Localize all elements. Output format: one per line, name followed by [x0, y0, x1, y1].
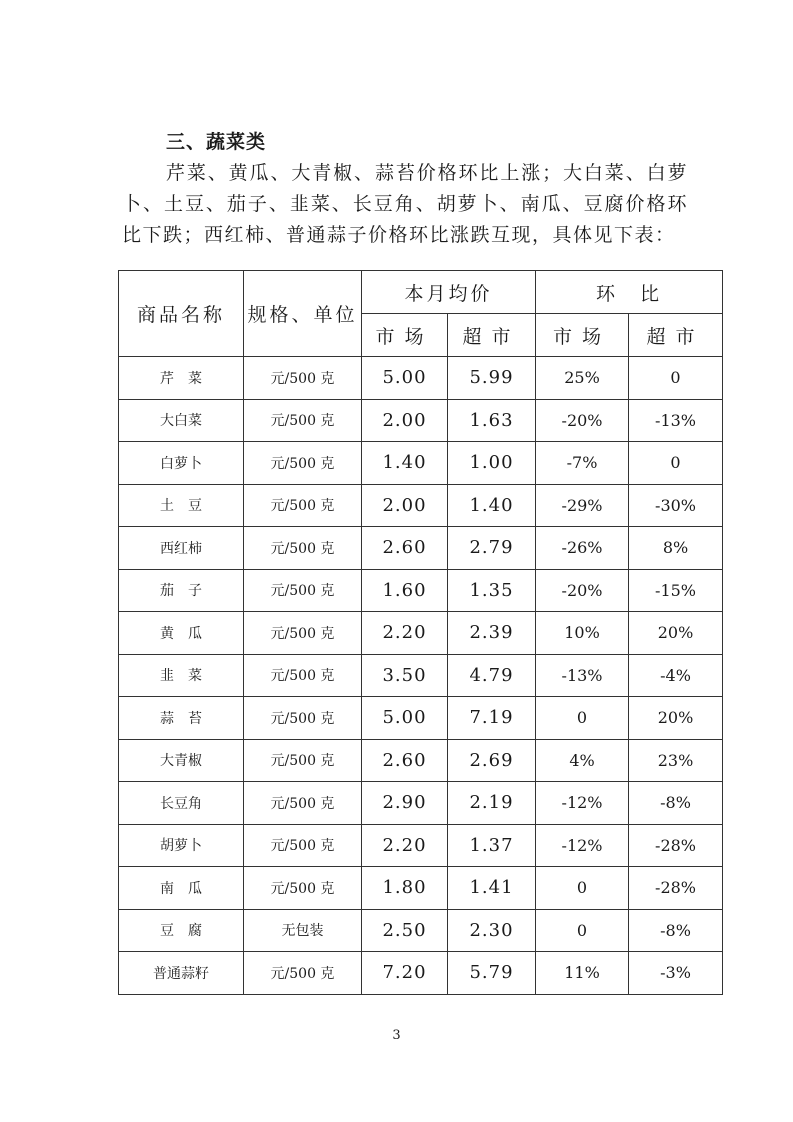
mom-supermarket: -28% — [629, 867, 723, 910]
intro-paragraph: 芹菜、黄瓜、大青椒、蒜苔价格环比上涨；大白菜、白萝卜、土豆、茄子、韭菜、长豆角、胡萝卜、南瓜、豆腐价格环比下跌；西红柿、普通蒜子价格环比涨跌互现，具体见下表： — [122, 162, 688, 246]
price-table — [118, 270, 723, 995]
unit-cell: 元/500 克 — [244, 357, 362, 400]
header-supermarket: 超市 — [448, 314, 536, 357]
section-heading: 三、蔬菜类 — [166, 131, 267, 153]
market-price: 5.00 — [362, 357, 448, 400]
mom-supermarket: 0 — [629, 357, 723, 400]
mom-supermarket: 20% — [629, 697, 723, 740]
market-price: 1.60 — [362, 569, 448, 612]
mom-market: 4% — [536, 739, 629, 782]
mom-supermarket: -8% — [629, 782, 723, 825]
supermarket-price: 1.40 — [448, 484, 536, 527]
table-row — [119, 527, 723, 570]
table-row — [119, 612, 723, 655]
commodity-name: 韭 菜 — [119, 654, 244, 697]
mom-supermarket: 20% — [629, 612, 723, 655]
mom-supermarket: 0 — [629, 442, 723, 485]
table-row — [119, 952, 723, 995]
mom-market: 25% — [536, 357, 629, 400]
table-row — [119, 782, 723, 825]
commodity-name: 土 豆 — [119, 484, 244, 527]
supermarket-price: 1.35 — [448, 569, 536, 612]
table-row — [119, 909, 723, 952]
mom-market: 10% — [536, 612, 629, 655]
supermarket-price: 2.19 — [448, 782, 536, 825]
mom-supermarket: -3% — [629, 952, 723, 995]
header-avg-price: 本月均价 — [362, 271, 536, 314]
table-row — [119, 824, 723, 867]
unit-cell: 元/500 克 — [244, 612, 362, 655]
commodity-name: 长豆角 — [119, 782, 244, 825]
supermarket-price: 2.39 — [448, 612, 536, 655]
mom-supermarket: 8% — [629, 527, 723, 570]
market-price: 2.60 — [362, 527, 448, 570]
unit-cell: 元/500 克 — [244, 484, 362, 527]
header-mom-supermarket: 超市 — [629, 314, 723, 357]
header-name: 商品名称 — [119, 271, 244, 357]
commodity-name: 大青椒 — [119, 739, 244, 782]
table-row — [119, 739, 723, 782]
mom-market: -29% — [536, 484, 629, 527]
unit-cell: 元/500 克 — [244, 952, 362, 995]
commodity-name: 大白菜 — [119, 399, 244, 442]
mom-market: -12% — [536, 824, 629, 867]
table-row — [119, 867, 723, 910]
mom-market: 0 — [536, 909, 629, 952]
commodity-name: 黄 瓜 — [119, 612, 244, 655]
market-price: 7.20 — [362, 952, 448, 995]
supermarket-price: 5.99 — [448, 357, 536, 400]
page-number: 3 — [392, 1028, 401, 1043]
mom-supermarket: -4% — [629, 654, 723, 697]
mom-market: 11% — [536, 952, 629, 995]
header-market: 市场 — [362, 314, 448, 357]
unit-cell: 元/500 克 — [244, 527, 362, 570]
supermarket-price: 2.30 — [448, 909, 536, 952]
market-price: 1.40 — [362, 442, 448, 485]
market-price: 3.50 — [362, 654, 448, 697]
commodity-name: 胡萝卜 — [119, 824, 244, 867]
unit-cell: 元/500 克 — [244, 569, 362, 612]
unit-cell: 元/500 克 — [244, 867, 362, 910]
commodity-name: 普通蒜籽 — [119, 952, 244, 995]
market-price: 2.20 — [362, 824, 448, 867]
mom-supermarket: -15% — [629, 569, 723, 612]
unit-cell: 元/500 克 — [244, 697, 362, 740]
unit-cell: 元/500 克 — [244, 442, 362, 485]
market-price: 2.50 — [362, 909, 448, 952]
table-row — [119, 442, 723, 485]
supermarket-price: 7.19 — [448, 697, 536, 740]
commodity-name: 南 瓜 — [119, 867, 244, 910]
mom-supermarket: -13% — [629, 399, 723, 442]
market-price: 1.80 — [362, 867, 448, 910]
mom-supermarket: 23% — [629, 739, 723, 782]
mom-market: -26% — [536, 527, 629, 570]
supermarket-price: 1.37 — [448, 824, 536, 867]
table-row — [119, 484, 723, 527]
market-price: 2.90 — [362, 782, 448, 825]
commodity-name: 豆 腐 — [119, 909, 244, 952]
mom-market: -20% — [536, 569, 629, 612]
table-body — [119, 357, 723, 995]
supermarket-price: 1.63 — [448, 399, 536, 442]
table-row — [119, 357, 723, 400]
mom-market: -13% — [536, 654, 629, 697]
unit-cell: 无包装 — [244, 909, 362, 952]
supermarket-price: 2.79 — [448, 527, 536, 570]
market-price: 2.60 — [362, 739, 448, 782]
mom-supermarket: -8% — [629, 909, 723, 952]
unit-cell: 元/500 克 — [244, 654, 362, 697]
supermarket-price: 1.41 — [448, 867, 536, 910]
supermarket-price: 2.69 — [448, 739, 536, 782]
mom-market: 0 — [536, 697, 629, 740]
mom-supermarket: -30% — [629, 484, 723, 527]
header-mom-market: 市场 — [536, 314, 629, 357]
supermarket-price: 5.79 — [448, 952, 536, 995]
market-price: 2.00 — [362, 484, 448, 527]
supermarket-price: 1.00 — [448, 442, 536, 485]
mom-market: -12% — [536, 782, 629, 825]
mom-market: 0 — [536, 867, 629, 910]
commodity-name: 芹 菜 — [119, 357, 244, 400]
supermarket-price: 4.79 — [448, 654, 536, 697]
commodity-name: 西红柿 — [119, 527, 244, 570]
table-row — [119, 399, 723, 442]
commodity-name: 白萝卜 — [119, 442, 244, 485]
header-mom: 环 比 — [536, 271, 723, 314]
table-row — [119, 654, 723, 697]
unit-cell: 元/500 克 — [244, 782, 362, 825]
market-price: 5.00 — [362, 697, 448, 740]
unit-cell: 元/500 克 — [244, 824, 362, 867]
table-row — [119, 697, 723, 740]
header-unit: 规格、单位 — [244, 271, 362, 357]
market-price: 2.20 — [362, 612, 448, 655]
mom-supermarket: -28% — [629, 824, 723, 867]
mom-market: -7% — [536, 442, 629, 485]
unit-cell: 元/500 克 — [244, 399, 362, 442]
commodity-name: 茄 子 — [119, 569, 244, 612]
market-price: 2.00 — [362, 399, 448, 442]
mom-market: -20% — [536, 399, 629, 442]
table-row — [119, 569, 723, 612]
commodity-name: 蒜 苔 — [119, 697, 244, 740]
unit-cell: 元/500 克 — [244, 739, 362, 782]
